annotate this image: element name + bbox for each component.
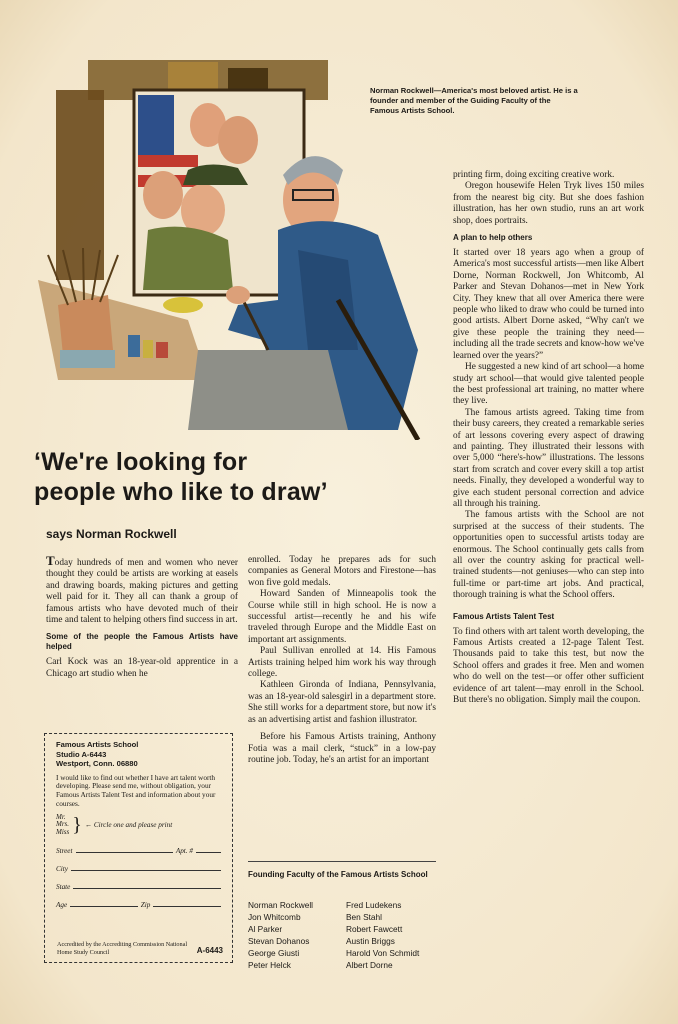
coupon-request-text: I would like to find out whether I have art talent worth developing. Please send me, without obligation, your Famous Artists Talent Test and information about your courses.	[56, 772, 216, 808]
coupon-address: Famous Artists School Studio A-6443 Westport, Conn. 06880	[56, 740, 139, 768]
paragraph-kathleen-gironda: Kathleen Gironda of Indiana, Pennsylvania, was an 18-year-old salesgirl in a department store. She still works for a department store, but now it's as an advertising artist and fashion illustrator.	[248, 680, 436, 725]
accreditation-note: Accredited by the Accrediting Commission National Home Study Council	[57, 941, 188, 956]
street-field[interactable]: Street Apt. #	[56, 837, 224, 855]
subhead-people-helped: Some of the people the Famous Artists have helped	[46, 632, 238, 652]
column-2	[248, 555, 436, 766]
coupon-code: A-6443	[196, 946, 223, 955]
headline	[34, 447, 454, 507]
paragraph-not-surprised: The famous artists with the School are not surprised at the success of their students. The opportunities open to successful artists today are enormous. The School continually gets calls from all over the country asking for practical well-trained students—not geniuses—who can step into full-time or part-time art jobs. And practical, thorough training is what the School offers.	[453, 510, 644, 601]
paragraph-helen-tryk: Oregon housewife Helen Tryk lives 150 miles from the nearest big city. But she does fashion illustration, has her own studio, runs an art work shop, does portraits.	[453, 181, 644, 226]
mail-in-coupon[interactable]	[44, 733, 233, 963]
column-1	[46, 555, 238, 680]
faculty-name: Fred Ludekens	[346, 900, 402, 910]
faculty-name: Al Parker	[248, 923, 283, 934]
headline-line-2: people who like to draw’	[34, 478, 328, 506]
paragraph-suggested: He suggested a new kind of art school—a home study art school—that would give talented people the best professional art training, no matter where they live.	[453, 362, 644, 407]
paragraph-talent-test: To find others with art talent worth developing, the Famous Artists created a 12-page Talent Test. Thousands paid to take this test, but now the School offers and grades it free. Men and women who do well on the test—or offer other sufficient evidence of art talent—may enroll in the School. But there's no obligation. Simply mail the coupon.	[453, 626, 644, 706]
faculty-list-left	[248, 900, 313, 971]
column-3	[453, 170, 644, 706]
title-options[interactable]: Mr. Mrs. Miss	[56, 812, 70, 836]
norman-rockwell-illustration	[38, 50, 423, 440]
illustration-caption: Norman Rockwell—America's most beloved artist. He is a founder and member of the Guiding Faculty of the Famous Artists School.	[370, 86, 578, 115]
drop-cap: T	[46, 553, 55, 568]
paragraph-howard-sanden: Howard Sanden of Minneapolis took the Course while still in high school. He is now a successful artist—recently he and his wife traveled through Europe and the Middle East on important art assignments.	[248, 589, 436, 645]
coupon-fields	[56, 814, 224, 909]
paragraph-paul-sullivan: Paul Sullivan enrolled at 14. His Famous Artists training helped him work his way through college.	[248, 646, 436, 680]
faculty-name: Harold Von Schmidt	[346, 947, 420, 958]
paragraph-artists-agreed: The famous artists agreed. Taking time from their busy careers, they created a remarkable series of art lessons covering every aspect of drawing and painting. They illustrated their lessons with over 5,000 “here's-how” illustrations. The lessons start from scratch and cover every skill a top artist needs. Finally, they developed a wonderful way to give each student personal correction and advice all through his training.	[453, 407, 644, 509]
faculty-name: Stevan Dohanos	[248, 935, 310, 946]
faculty-name: Peter Helck	[248, 959, 291, 970]
paragraph-carl-kock: Carl Kock was an 18-year-old apprentice in a Chicago art studio when he	[46, 657, 238, 679]
paragraph-plan: It started over 18 years ago when a group of America's most successful artists—men like Albert Dorne, Norman Rockwell, Jon Whitcomb, Al Parker and Stevan Dohanos—met in New York City. They knew that all over America there were people who liked to draw who could be turned into good artists. Albert Dorne asked, “Why can't we give these people the training they need—including all the trade secrets and know-how we've learned over the years?”	[453, 248, 644, 361]
paragraph-anthony-fotia: Before his Famous Artists training, Anthony Fotia was a mail clerk, “stuck” in a low-pay routine job. Today, he's an artist for an important	[248, 732, 436, 765]
faculty-list-right	[346, 900, 419, 971]
subhead-plan: A plan to help others	[453, 233, 533, 243]
state-field[interactable]: State	[56, 873, 224, 891]
faculty-name: Robert Fawcett	[346, 923, 403, 934]
faculty-name: Jon Whitcomb	[248, 911, 301, 922]
faculty-title: Founding Faculty of the Famous Artists School	[248, 870, 428, 879]
city-field[interactable]: City	[56, 855, 224, 873]
faculty-name: George Giusti	[248, 947, 300, 958]
byline: says Norman Rockwell	[46, 527, 177, 541]
faculty-name: Ben Stahl	[346, 911, 382, 922]
paragraph-continued: enrolled. Today he prepares ads for such companies as General Motors and Firestone—has won five gold medals.	[248, 555, 436, 588]
intro-paragraph: Today hundreds of men and women who never thought they could be artists are working at easels and drawing boards, making pictures and getting well paid for it. They all can thank a group of famous artists who have devoted much of their time and talent to helping others find success in art.	[46, 553, 238, 626]
brace: }	[72, 813, 82, 836]
paragraph-printing-firm: printing firm, doing exciting creative work.	[453, 170, 615, 180]
subhead-talent-test: Famous Artists Talent Test	[453, 611, 555, 621]
headline-line-1: ‘We're looking for	[34, 448, 248, 476]
faculty-name: Norman Rockwell	[248, 900, 314, 910]
faculty-name: Austin Briggs	[346, 935, 395, 946]
age-zip-field[interactable]: Age Zip	[56, 891, 224, 909]
circle-instruction: ← Circle one and please print	[84, 821, 173, 830]
faculty-name: Albert Dorne	[346, 959, 393, 970]
faculty-divider	[248, 861, 436, 862]
